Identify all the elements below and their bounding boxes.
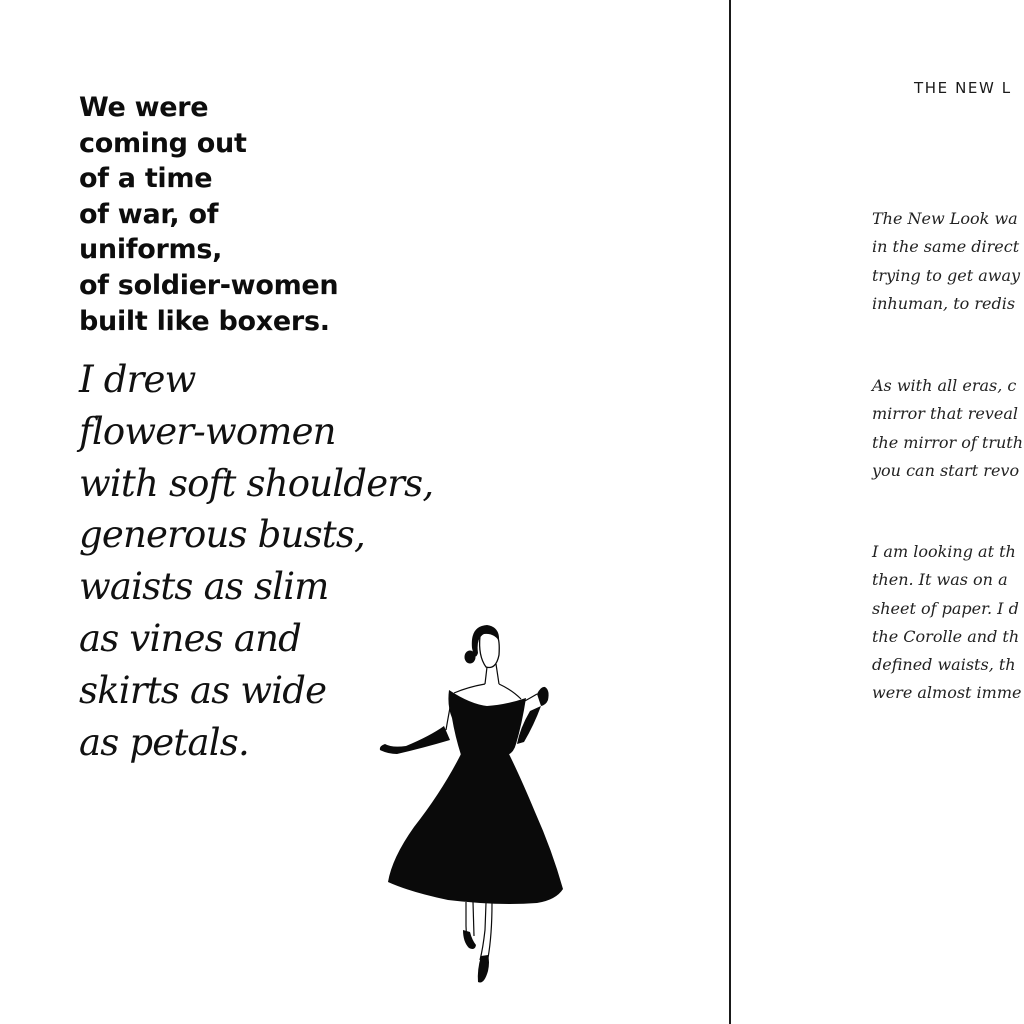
body-paragraph	[872, 205, 1020, 318]
serif-quote-line: generous busts,	[79, 513, 365, 557]
body-paragraph	[872, 538, 1021, 708]
body-line: the mirror of truth	[872, 432, 1023, 452]
right-page	[731, 0, 1024, 1024]
body-line: then. It was on a	[872, 570, 1008, 590]
body-line: As with all eras, c	[872, 376, 1017, 395]
body-line: I am looking at th	[872, 542, 1016, 561]
serif-quote-line: flower-women	[79, 409, 336, 453]
body-line: inhuman, to redis	[872, 293, 1016, 313]
serif-quote-line: as vines and	[79, 616, 301, 660]
woman-in-new-look-dress-icon	[375, 620, 570, 990]
body-line: were almost imme	[872, 683, 1022, 703]
body-line: defined waists, th	[872, 655, 1016, 675]
sans-quote	[79, 90, 338, 339]
serif-quote-line: skirts as wide	[79, 668, 327, 712]
sans-quote-line: We were	[79, 92, 209, 123]
serif-quote-line: I drew	[79, 358, 196, 401]
body-line: sheet of paper. I d	[872, 598, 1019, 618]
body-paragraph	[872, 372, 1023, 485]
serif-quote-line: as petals.	[79, 720, 249, 764]
sans-quote-line: of a time	[79, 163, 213, 195]
body-line: in the same direct	[872, 237, 1020, 257]
serif-quote-line: with soft shoulders,	[79, 461, 434, 505]
sans-quote-line: of soldier-women	[79, 269, 339, 301]
serif-quote-line: waists as slim	[79, 565, 329, 609]
body-line: you can start revo	[872, 460, 1020, 480]
sans-quote-line: uniforms,	[79, 234, 223, 266]
body-line: mirror that reveal	[872, 404, 1019, 424]
sans-quote-line: built like boxers.	[79, 305, 330, 337]
body-line: the Corolle and th	[872, 626, 1020, 646]
running-head: THE NEW L	[914, 79, 1012, 97]
body-line: The New Look wa	[872, 209, 1018, 228]
sans-quote-line: coming out	[79, 127, 247, 159]
sans-quote-line: of war, of	[79, 198, 219, 230]
body-line: trying to get away	[872, 265, 1021, 285]
